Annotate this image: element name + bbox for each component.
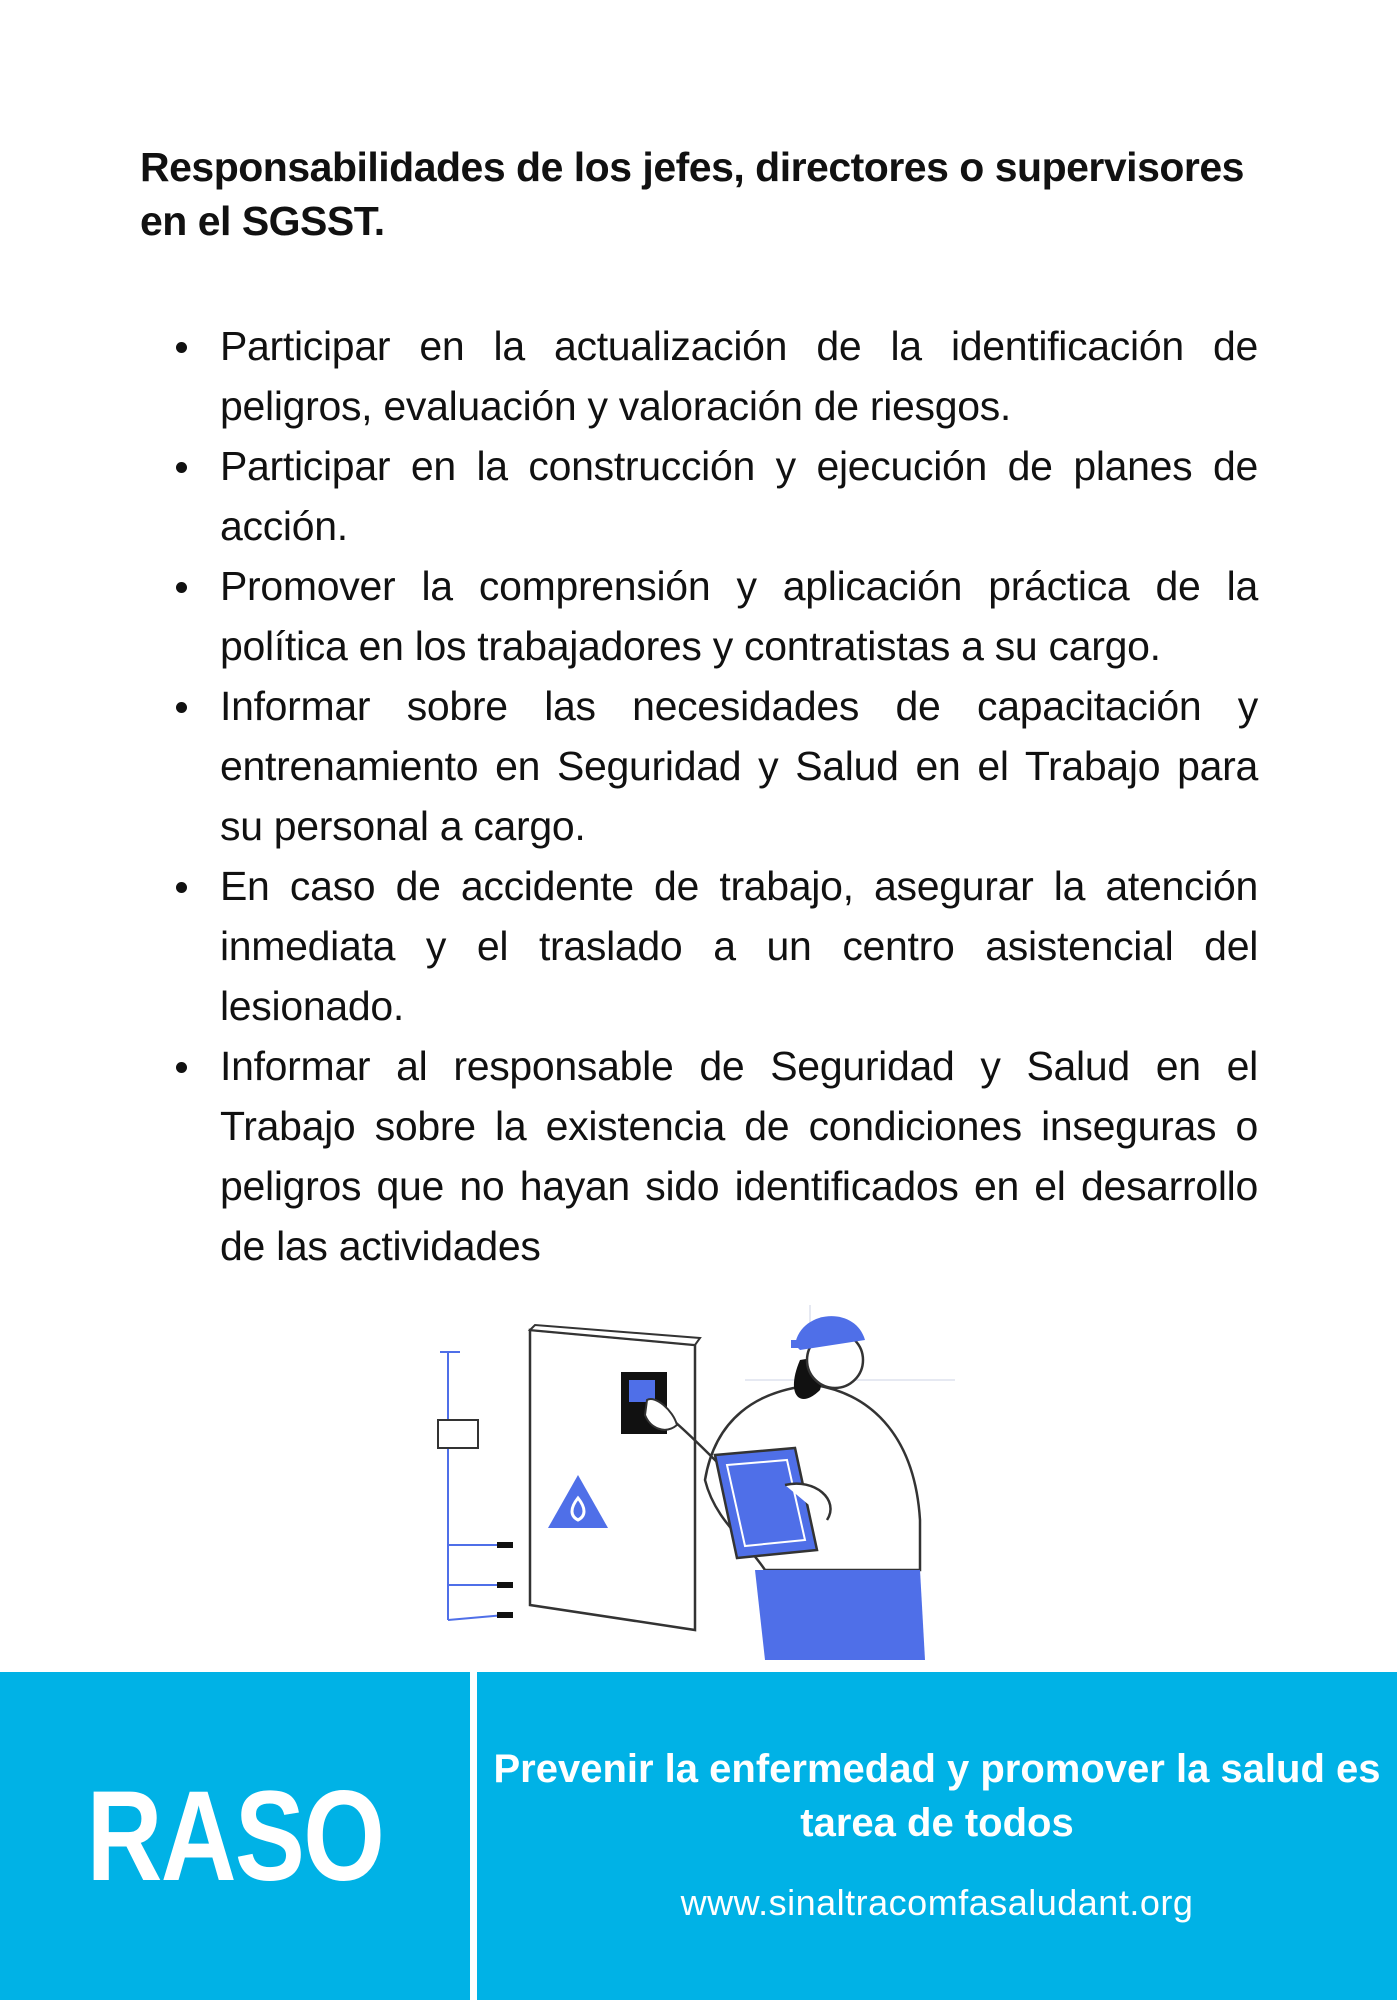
bullet-icon: [176, 582, 187, 593]
list-item-text: Participar en la construcción y ejecución de planes de acción.: [220, 443, 1258, 549]
bullet-icon: [176, 1062, 187, 1073]
bullet-icon: [176, 462, 187, 473]
list-item-text: Promover la comprensión y aplicación práctica de la política en los trabajadores y contratistas a su cargo.: [220, 563, 1258, 669]
electrical-panel: [530, 1325, 700, 1630]
list-item: [140, 676, 1258, 856]
list-item: [140, 556, 1258, 676]
bullet-icon: [176, 882, 187, 893]
cable-end: [497, 1612, 513, 1618]
list-item-text: Participar en la actualización de la identificación de peligros, evaluación y valoración de riesgos.: [220, 323, 1258, 429]
list-item-text: Informar sobre las necesidades de capacitación y entrenamiento en Seguridad y Salud en el Trabajo para su personal a cargo.: [220, 683, 1258, 849]
conduit-pipe: [440, 1352, 505, 1620]
brand-logo: [0, 1672, 470, 2000]
list-item: [140, 436, 1258, 556]
junction-box: [438, 1420, 478, 1448]
cable-end: [497, 1542, 513, 1548]
page-title: Responsabilidades de los jefes, directores o supervisores en el SGSST.: [140, 144, 1244, 244]
list-item-text: En caso de accidente de trabajo, asegurar la atención inmediata y el traslado a un centro asistencial del lesionado.: [220, 863, 1258, 1029]
worker-pants: [755, 1570, 925, 1660]
worker-electrical-panel-illustration: [415, 1300, 975, 1660]
brand-text: RASO: [86, 1764, 384, 1908]
list-item-text: Informar al responsable de Seguridad y Salud en el Trabajo sobre la existencia de condiciones inseguras o peligros que no hayan sido identificados en el desarrollo de las actividades: [220, 1043, 1258, 1269]
bullet-icon: [176, 342, 187, 353]
list-item: [140, 856, 1258, 1036]
list-item: [140, 316, 1258, 436]
slogan: Prevenir la enfermedad y promover la salud es tarea de todos: [493, 1747, 1381, 1845]
footer-banner: [0, 1672, 1397, 2000]
footer-divider: [470, 1672, 477, 2000]
list-item: [140, 1036, 1258, 1276]
cable-end: [497, 1582, 513, 1588]
bullet-icon: [176, 702, 187, 713]
website-link[interactable]: www.sinaltracomfasaludant.org: [680, 1882, 1194, 1923]
responsibilities-list: [140, 316, 1258, 1276]
